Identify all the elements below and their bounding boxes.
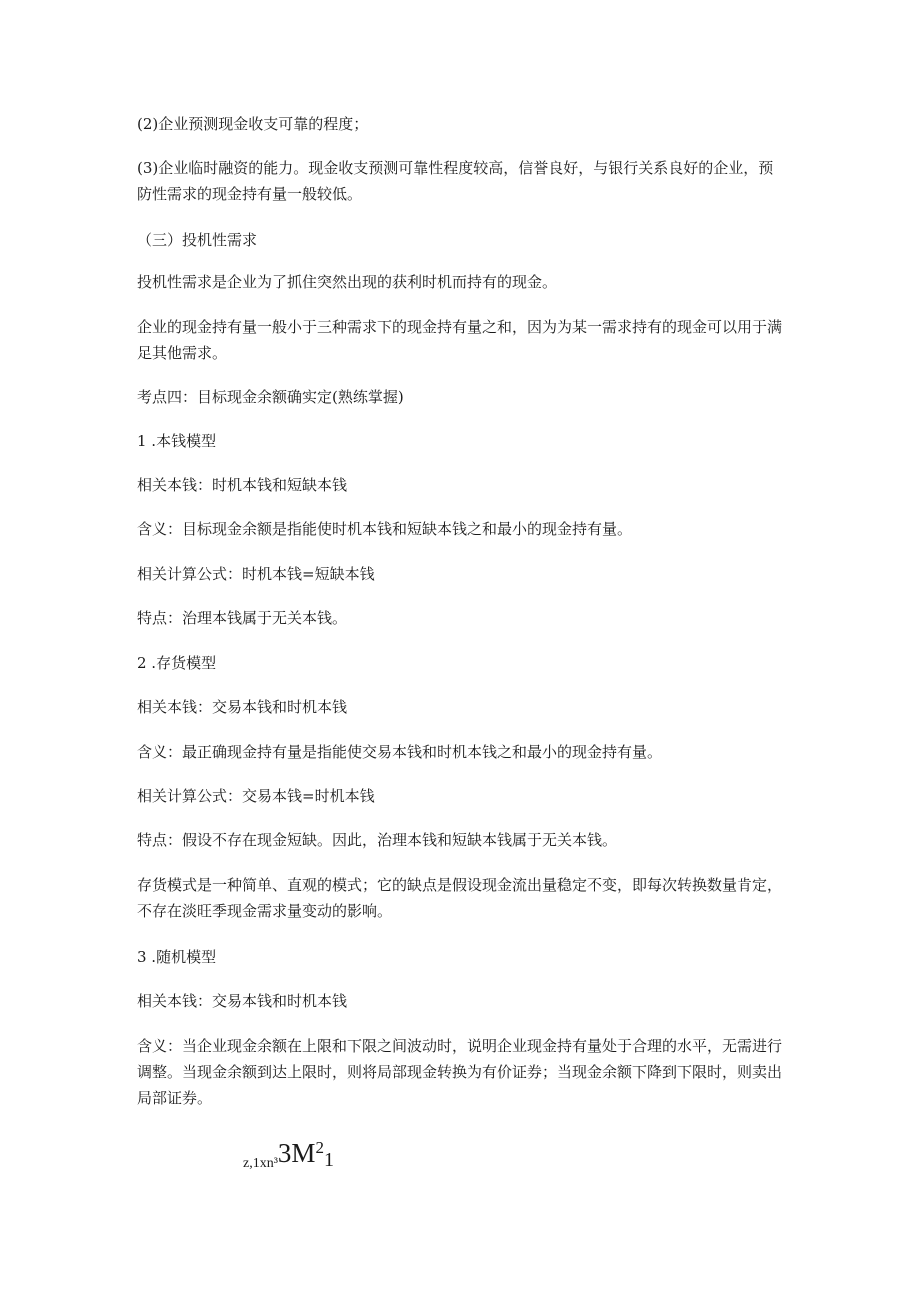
formula-big-part: 3M (277, 1138, 316, 1168)
formula-subscript: 1 (323, 1149, 334, 1171)
paragraph-speculative-definition: 投机性需求是企业为了抓住突然出现的获利时机而持有的现金。 (137, 273, 558, 291)
formula-superscript: 2 (315, 1138, 324, 1157)
formula-random-model (243, 1138, 334, 1169)
paragraph-holding-sum: 企业的现金持有量一般小于三种需求下的现金持有量之和，因为为某一需求持有的现金可以用于满足其他需求。 (137, 318, 783, 362)
paragraph-random-meaning: 含义：当企业现金余额在上限和下限之间波动时，说明企业现金持有量处于合理的水平，无需进行调整。当现金余额到达上限时，则将局部现金转换为有价证券；当现金余额下降到下限时，则卖出局部证券。 (137, 1037, 783, 1107)
paragraph-inventory-feature: 特点：假设不存在现金短缺。因此，治理本钱和短缺本钱属于无关本钱。 (137, 831, 618, 849)
paragraph-financing-ability: (3)企业临时融资的能力。现金收支预测可靠性程度较高，信誉良好，与银行关系良好的企业，预防性需求的现金持有量一般较低。 (137, 159, 774, 203)
paragraph-cost-model-formula: 相关计算公式：时机本钱=短缺本钱 (137, 565, 375, 583)
paragraph-inventory-formula: 相关计算公式：交易本钱=时机本钱 (137, 787, 375, 805)
paragraph-cost-model-meaning: 含义：目标现金余额是指能使时机本钱和短缺本钱之和最小的现金持有量。 (137, 520, 633, 538)
paragraph-forecast-reliability: (2)企业预测现金收支可靠的程度； (137, 115, 369, 133)
paragraph-inventory-relevant: 相关本钱：交易本钱和时机本钱 (137, 698, 348, 716)
heading-point-four: 考点四：目标现金余额确实定(熟练掌握) (137, 388, 404, 406)
heading-inventory-model: 2 .存货模型 (137, 654, 217, 672)
paragraph-inventory-drawback: 存货模式是一种简单、直观的模式；它的缺点是假设现金流出量稳定不变，即每次转换数量肯定，不存在淡旺季现金需求量变动的影响。 (137, 876, 783, 920)
paragraph-inventory-meaning: 含义：最正确现金持有量是指能使交易本钱和时机本钱之和最小的现金持有量。 (137, 743, 663, 761)
heading-cost-model: 1 .本钱模型 (137, 432, 217, 450)
paragraph-cost-model-feature: 特点：治理本钱属于无关本钱。 (137, 609, 348, 627)
formula-small-part: z,1xn³ (243, 1156, 278, 1171)
paragraph-cost-model-relevant: 相关本钱：时机本钱和短缺本钱 (137, 476, 348, 494)
heading-speculative-demand: （三）投机性需求 (137, 231, 258, 249)
heading-random-model: 3 .随机模型 (137, 948, 217, 966)
paragraph-random-relevant: 相关本钱：交易本钱和时机本钱 (137, 992, 348, 1010)
